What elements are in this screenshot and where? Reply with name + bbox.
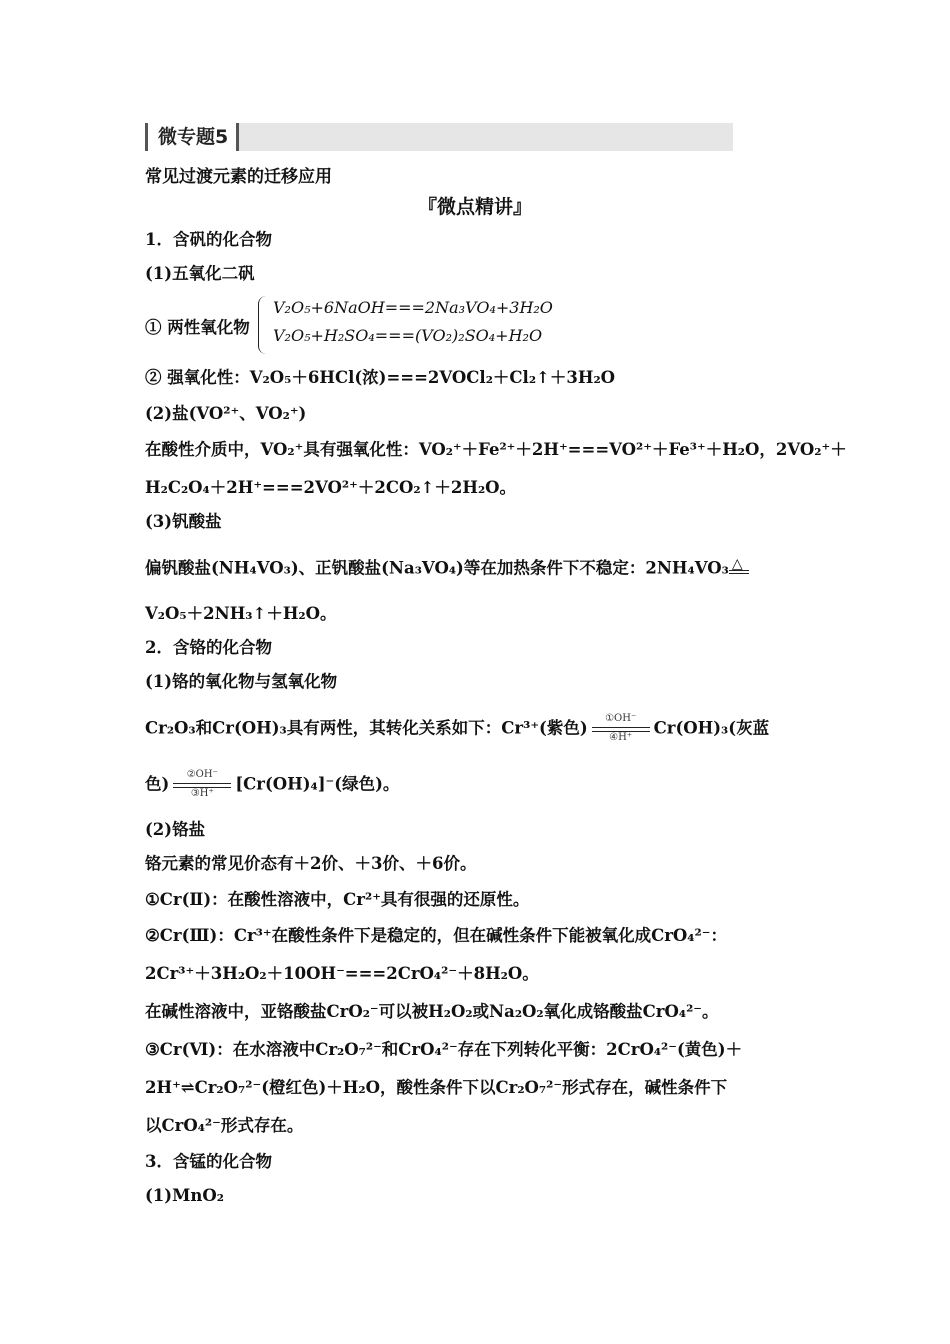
cr-vi-line: ③Cr(Ⅵ)：在水溶液中Cr₂O₇²⁻和CrO₄²⁻存在下列转化平衡：2CrO₄²⁻(黄色)＋	[145, 1040, 743, 1059]
subheading-salt: (2)盐(VO²⁺、VO₂⁺)	[145, 404, 307, 423]
oxidizing-line: ② 强氧化性：V₂O₅＋6HCl(浓)===2VOCl₂＋Cl₂↑＋3H₂O	[145, 368, 616, 387]
cr-iii-line: ②Cr(Ⅲ)：Cr³⁺在酸性条件下是稳定的，但在碱性条件下能被氧化成CrO₄²⁻：	[145, 926, 727, 945]
equilibrium-arrow-1	[590, 714, 652, 744]
arrow-2-top: ②OH⁻	[186, 769, 218, 780]
cr-conversion-line	[145, 714, 810, 744]
cr-conversion-text: Cr₂O₃和Cr(OH)₃具有两性，其转化关系如下：Cr³⁺(紫色)	[145, 718, 588, 738]
cr-conversion-line-2	[145, 770, 810, 800]
equation-naoh: V₂O₅+6NaOH===2Na₃VO₄+3H₂O	[273, 298, 553, 317]
amphoteric-label: ① 两性氧化物	[145, 318, 250, 337]
subheading-mno2: (1)MnO₂	[145, 1186, 224, 1205]
subheading-cr-salt: (2)铬盐	[145, 820, 206, 839]
vanadate-text: 偏钒酸盐(NH₄VO₃)、正钒酸盐(Na₃VO₄)等在加热条件下不稳定：2NH₄VO₃	[145, 558, 729, 578]
section-heading: 『微点精讲』	[417, 196, 532, 218]
vanadate-products: V₂O₅＋2NH₃↑＋H₂O。	[145, 604, 337, 623]
chromite-text: [Cr(OH)₄]⁻(绿色)。	[235, 774, 400, 794]
subheading-v2o5: (1)五氧化二矾	[145, 264, 255, 283]
heading-chromium: 2．含铬的化合物	[145, 638, 272, 657]
subheading-cr-oxides: (1)铬的氧化物与氢氧化物	[145, 672, 338, 691]
topic-title: 常见过渡元素的迁移应用	[145, 167, 332, 187]
oxalic-line: H₂C₂O₄＋2H⁺===2VO²⁺＋2CO₂↑＋2H₂O。	[145, 478, 517, 497]
equation-brace	[258, 296, 579, 354]
cr-ii-line: ①Cr(Ⅱ)：在酸性溶液中，Cr²⁺具有很强的还原性。	[145, 890, 530, 909]
cr-color-text: 色)	[145, 774, 170, 794]
heat-symbol: △	[731, 556, 743, 572]
arrow-1-top: ①OH⁻	[605, 713, 637, 724]
acidic-medium-line: 在酸性介质中，VO₂⁺具有强氧化性：VO₂⁺＋Fe²⁺＋2H⁺===VO²⁺＋Fe³⁺＋H₂O，2VO₂⁺＋	[145, 440, 847, 459]
arrow-1-bottom: ④H⁺	[609, 732, 633, 743]
subheading-vanadate: (3)钒酸盐	[145, 512, 222, 531]
cr-valence-line: 铬元素的常见价态有＋2价、＋3价、＋6价。	[145, 854, 477, 873]
equation-h2so4: V₂O₅+H₂SO₄===(VO₂)₂SO₄+H₂O	[273, 326, 543, 345]
chromite-oxidation-line: 在碱性溶液中，亚铬酸盐CrO₂⁻可以被H₂O₂或Na₂O₂氧化成铬酸盐CrO₄²⁻。	[145, 1002, 719, 1021]
heat-arrow	[729, 556, 749, 582]
arrow-2-bottom: ③H⁺	[190, 788, 214, 799]
topic-banner	[145, 123, 733, 151]
cr-iii-equation: 2Cr³⁺＋3H₂O₂＋10OH⁻===2CrO₄²⁻＋8H₂O。	[145, 964, 539, 983]
vanadate-line	[145, 556, 810, 582]
equilibrium-arrow-2	[171, 770, 233, 800]
topic-tag: 微专题5	[145, 123, 239, 151]
cr-vi-basic-line: 以CrO₄²⁻形式存在。	[145, 1116, 304, 1135]
heading-vanadium: 1．含矾的化合物	[145, 230, 272, 249]
cr-hydroxide-text: Cr(OH)₃(灰蓝	[653, 718, 770, 738]
heading-manganese: 3．含锰的化合物	[145, 1152, 272, 1171]
cr-vi-equilibrium-line: 2H⁺⇌Cr₂O₇²⁻(橙红色)＋H₂O，酸性条件下以Cr₂O₇²⁻形式存在，碱性条件下	[145, 1078, 728, 1097]
